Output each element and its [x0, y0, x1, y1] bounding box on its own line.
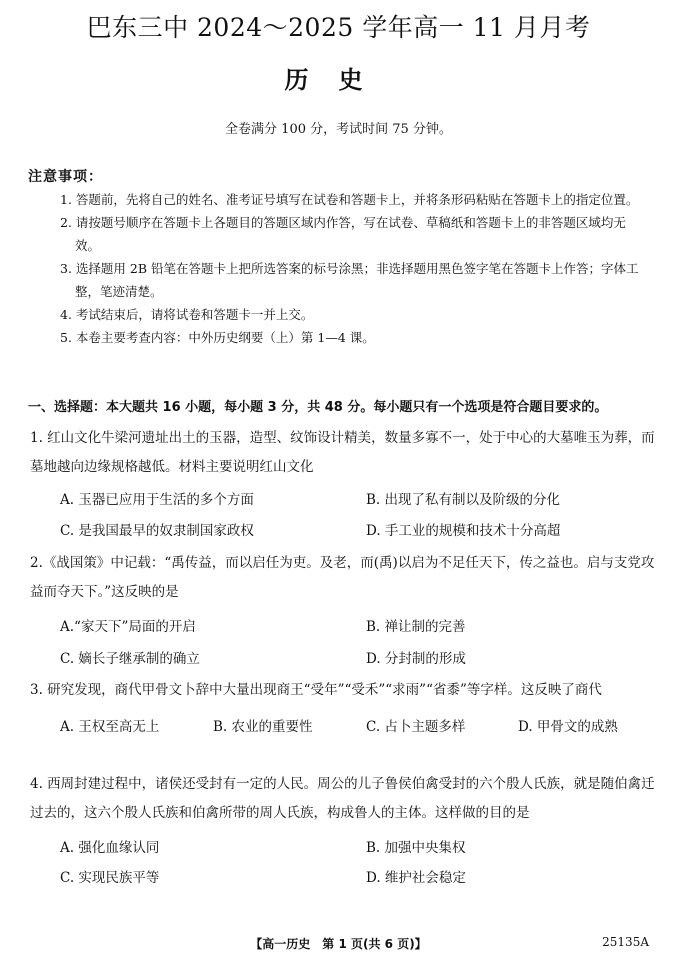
score-time-line: 全卷满分 100 分，考试时间 75 分钟。 [225, 122, 452, 137]
option-b: B. 禅让制的完善 [366, 619, 466, 635]
option-a: A. 玉器已应用于生活的多个方面 [60, 492, 254, 508]
option-c: C. 实现民族平等 [60, 870, 160, 886]
option-b: B. 出现了私有制以及阶级的分化 [366, 492, 561, 508]
subject-title: 历史 [284, 66, 393, 94]
notice-item: 4. 考试结束后，请将试卷和答题卡一并上交。 [60, 307, 314, 322]
question-4 [30, 770, 655, 892]
option-d: D. 维护社会稳定 [366, 870, 466, 886]
exam-code: 25135A [602, 935, 649, 949]
notice-item: 2. 请按题号顺序在答题卡上各题目的答题区域内作答，写在试卷、草稿纸和答题卡上的非答题区域均无效。 [60, 215, 626, 253]
notice-item: 3. 选择题用 2B 铅笔在答题卡上把所选答案的标号涂黑；非选择题用黑色签字笔在答题卡上作答；字体工整，笔迹清楚。 [60, 261, 639, 299]
question-options [30, 607, 655, 671]
question-options [30, 828, 655, 892]
exam-title: 巴东三中 2024～2025 学年高一 11 月月考 [86, 13, 591, 42]
option-c: C. 占卜主题多样 [366, 719, 466, 735]
option-c: C. 是我国最早的奴隶制国家政权 [60, 523, 254, 539]
option-c: C. 嫡长子继承制的确立 [60, 651, 200, 667]
question-options [30, 482, 655, 546]
question-1 [30, 424, 655, 546]
option-d: D. 手工业的规模和技术十分高超 [366, 523, 561, 539]
question-stem: 4. 西周封建过程中，诸侯还受封有一定的人民。周公的儿子鲁侯伯禽受封的六个殷人氏族，就是随伯禽迁过去的，这六个殷人氏族和伯禽所带的周人氏族，构成鲁人的主体。这样做的目的是 [30, 776, 655, 821]
notice-list [60, 188, 650, 349]
question-2 [30, 549, 655, 671]
section-heading: 一、选择题：本大题共 16 小题，每小题 3 分，共 48 分。每小题只有一个选项是符合题目要求的。 [28, 400, 608, 415]
option-b: B. 农业的重要性 [213, 719, 313, 735]
question-options [30, 705, 655, 739]
option-a: A.“家天下”局面的开启 [60, 619, 196, 635]
option-d: D. 甲骨文的成熟 [518, 719, 618, 735]
question-stem: 3. 研究发现，商代甲骨文卜辞中大量出现商王“受年”“受禾”“求雨”“省黍”等字样。这反映了商代 [30, 682, 602, 698]
option-a: A. 强化血缘认同 [60, 840, 160, 856]
option-a: A. 王权至高无上 [60, 719, 160, 735]
option-d: D. 分封制的形成 [366, 651, 466, 667]
notice-heading: 注意事项： [28, 169, 103, 185]
question-stem: 2.《战国策》中记载：“禹传益，而以启任为吏。及老，而(禹)以启为不足任天下，传之益也。启与支党攻益而夺天下。”这反映的是 [30, 555, 655, 600]
option-b: B. 加强中央集权 [366, 840, 466, 856]
notice-item: 1. 答题前，先将自己的姓名、准考证号填写在试卷和答题卡上，并将条形码粘贴在答题卡上的指定位置。 [60, 192, 639, 207]
notice-item: 5. 本卷主要考查内容：中外历史纲要（上）第 1—4 课。 [60, 330, 375, 345]
question-3 [30, 676, 655, 739]
question-stem: 1. 红山文化牛梁河遗址出土的玉器，造型、纹饰设计精美，数量多寡不一，处于中心的大墓唯玉为葬，而墓地越向边缘规格越低。材料主要说明红山文化 [30, 430, 655, 475]
page-footer: 【高一历史 第 1 页(共 6 页)】 [250, 937, 427, 951]
